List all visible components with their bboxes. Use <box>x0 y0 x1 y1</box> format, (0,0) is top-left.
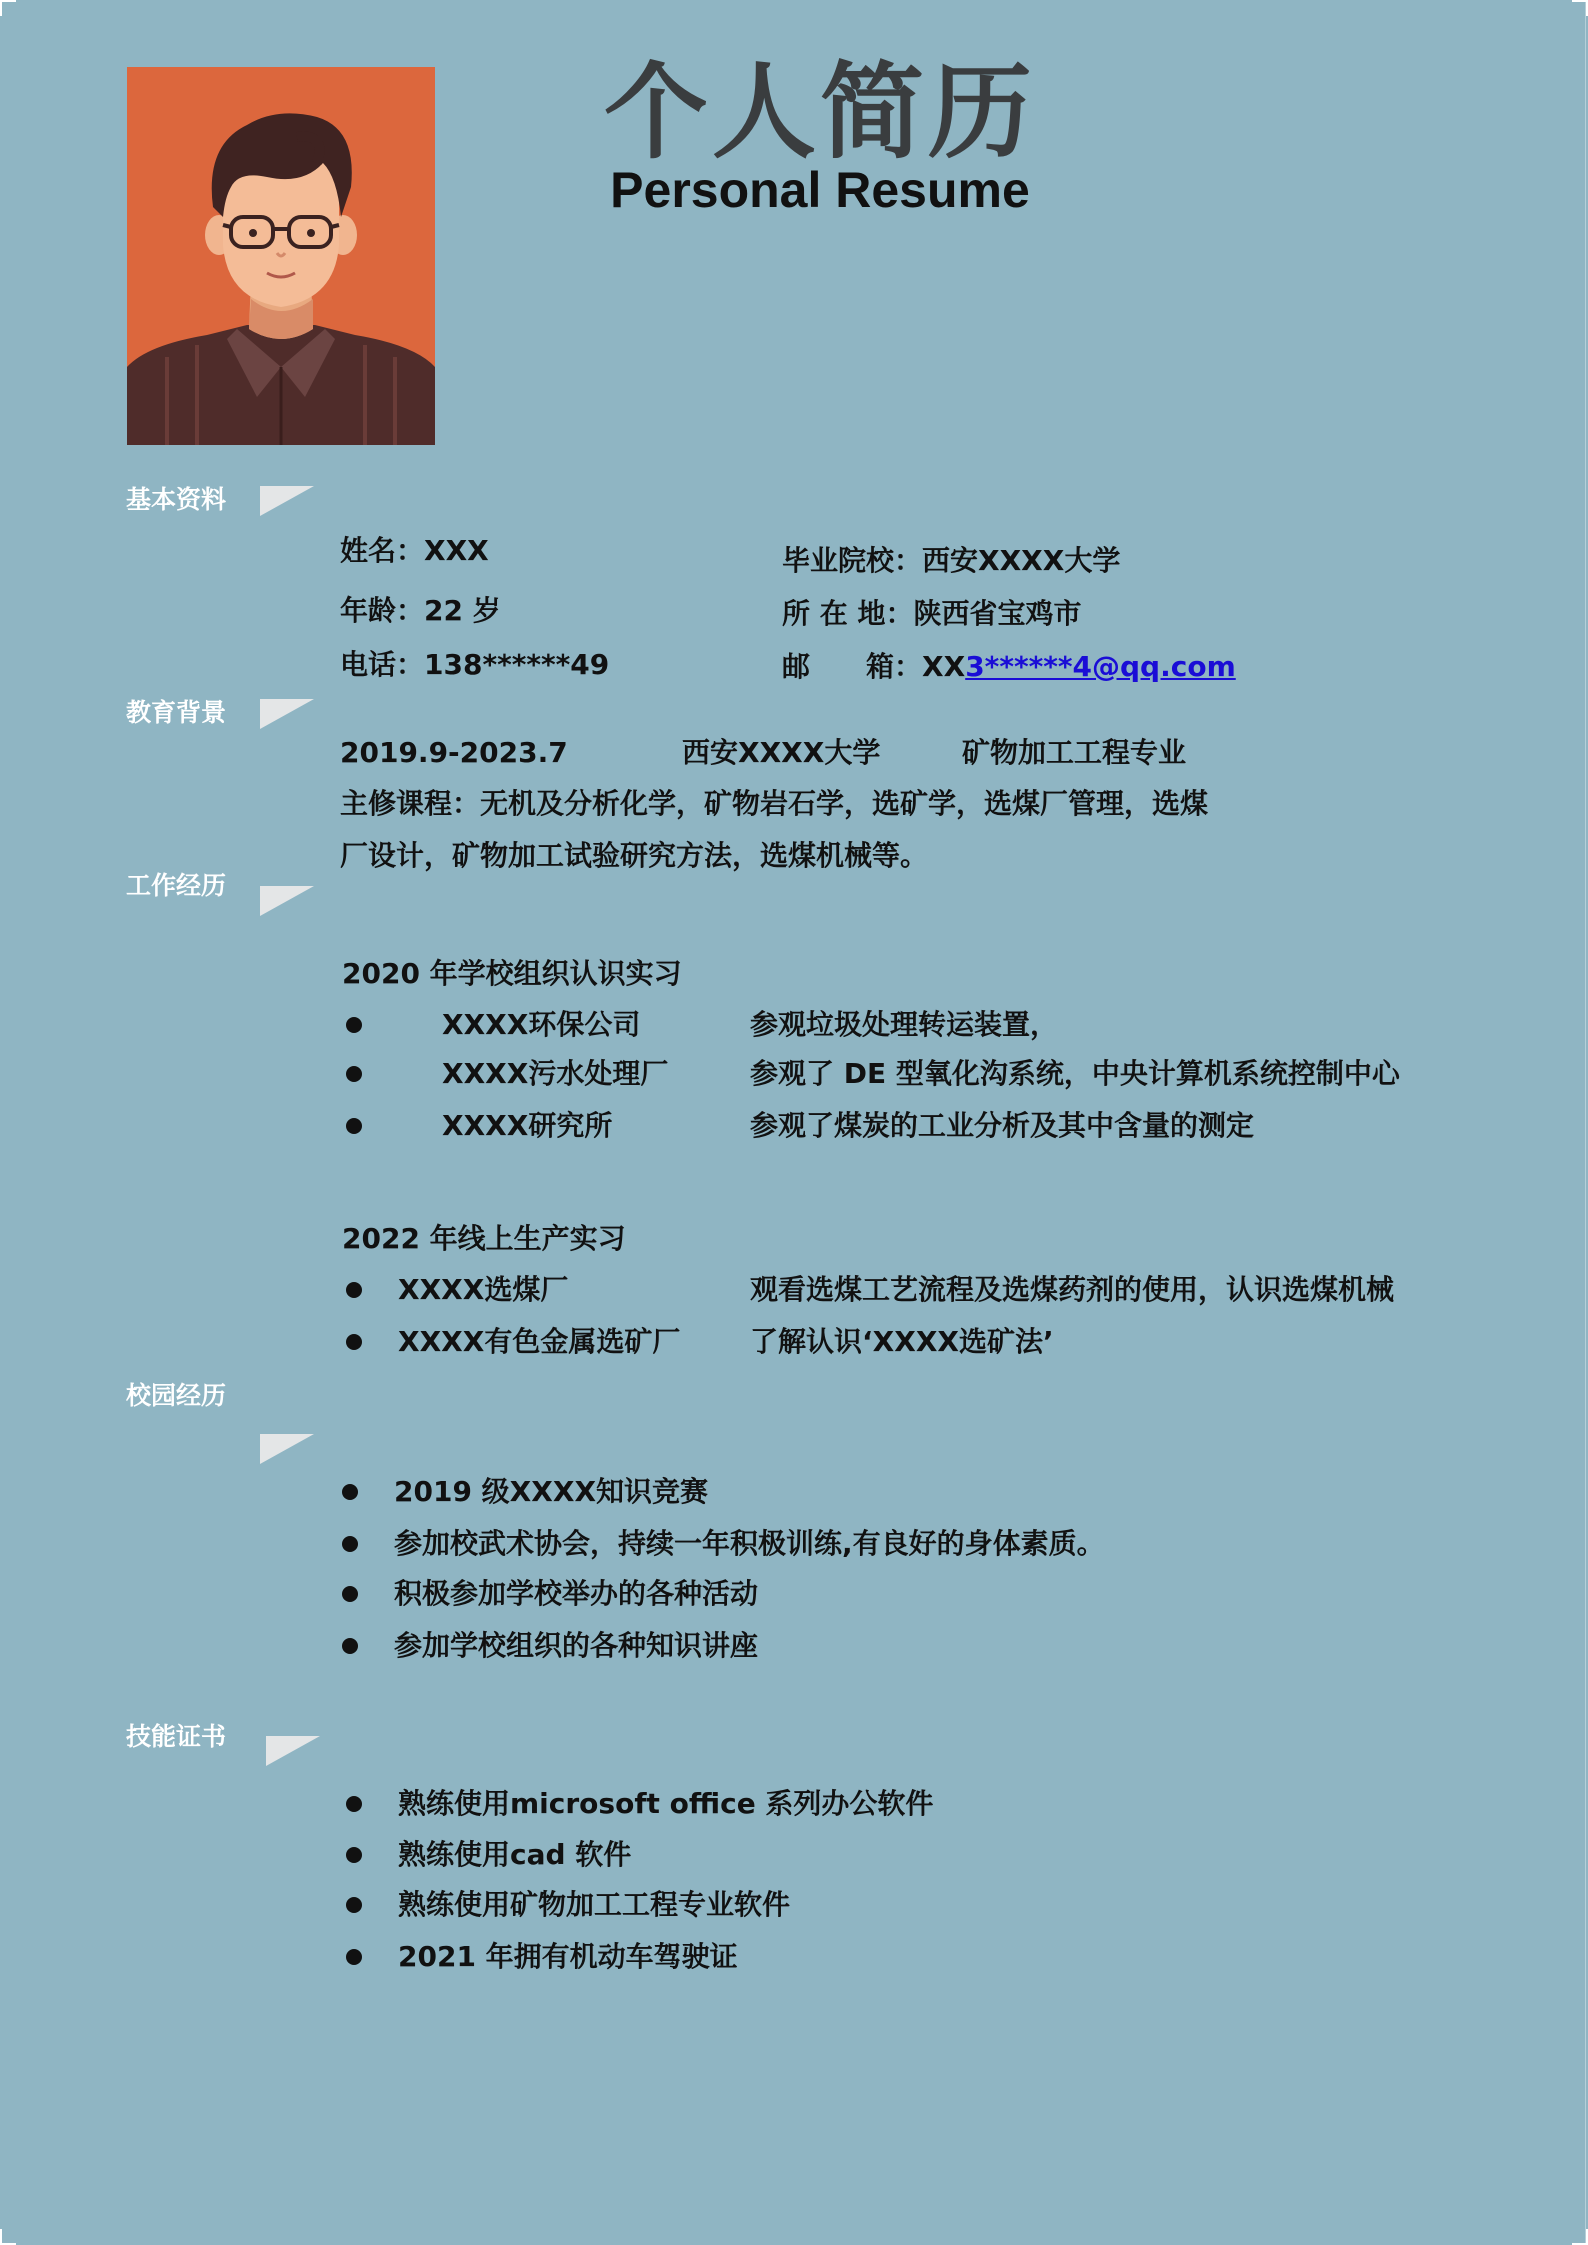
info-email <box>782 649 1236 685</box>
campus-item: 积极参加学校举办的各种活动 <box>394 1577 759 1610</box>
bullet-icon <box>342 1638 358 1654</box>
campus-item: 参加学校组织的各种知识讲座 <box>394 1629 759 1662</box>
work-item-place: XXXX污水处理厂 <box>442 1057 669 1090</box>
page-edge <box>1585 0 1586 2245</box>
bullet-icon <box>346 1017 362 1033</box>
work-item-place: XXXX有色金属选矿厂 <box>398 1325 681 1358</box>
work-item-desc: 参观了煤炭的工业分析及其中含量的测定 <box>750 1109 1255 1142</box>
bullet-icon <box>346 1949 362 1965</box>
bullet-icon <box>346 1897 362 1913</box>
skill-item: 熟练使用microsoft office 系列办公软件 <box>398 1787 934 1820</box>
work-group2-title: 2022 年线上生产实习 <box>342 1222 626 1255</box>
bullet-icon <box>342 1536 358 1552</box>
bullet-icon <box>346 1847 362 1863</box>
resume-title-cn: 个人简历 <box>603 51 1036 173</box>
bullet-icon <box>346 1066 362 1082</box>
skill-item: 熟练使用cad 软件 <box>398 1838 632 1871</box>
edu-major: 矿物加工工程专业 <box>962 736 1187 769</box>
work-item-place: XXXX环保公司 <box>442 1008 641 1041</box>
resume-title-en: Personal Resume <box>610 162 1030 218</box>
info-name: 姓名：XXX <box>340 534 489 567</box>
edu-courses-line1: 主修课程：无机及分析化学，矿物岩石学，选矿学，选煤厂管理，选煤 <box>340 787 1209 820</box>
skill-item: 2021 年拥有机动车驾驶证 <box>398 1940 738 1973</box>
work-group1-title: 2020 年学校组织认识实习 <box>342 957 682 990</box>
section-flag-icon <box>266 1736 320 1766</box>
email-link[interactable]: 3******4@qq.com <box>965 650 1236 683</box>
section-heading-campus: 校园经历 <box>126 1381 227 1410</box>
section-flag-icon <box>260 886 314 916</box>
section-heading-skills: 技能证书 <box>126 1722 227 1751</box>
info-email-label: 邮 箱：XX <box>782 650 966 683</box>
bullet-icon <box>342 1586 358 1602</box>
info-school: 毕业院校：西安XXXX大学 <box>782 544 1121 577</box>
edu-period: 2019.9-2023.7 <box>340 736 568 769</box>
section-flag-icon <box>260 699 314 729</box>
work-item-desc: 观看选煤工艺流程及选煤药剂的使用，认识选煤机械 <box>750 1273 1395 1306</box>
bullet-icon <box>346 1282 362 1298</box>
campus-item: 2019 级XXXX知识竞赛 <box>394 1475 709 1508</box>
avatar-photo <box>127 67 435 445</box>
work-item-place: XXXX研究所 <box>442 1109 613 1142</box>
work-item-desc: 参观了 DE 型氧化沟系统，中央计算机系统控制中心 <box>750 1057 1400 1090</box>
section-heading-education: 教育背景 <box>126 698 227 727</box>
work-item-desc: 了解认识‘XXXX选矿法’ <box>750 1325 1054 1358</box>
bullet-icon <box>342 1484 358 1500</box>
info-location: 所 在 地：陕西省宝鸡市 <box>782 597 1082 630</box>
section-heading-basic: 基本资料 <box>126 485 227 514</box>
edu-school: 西安XXXX大学 <box>682 736 881 769</box>
avatar-illustration <box>127 67 435 445</box>
section-flag-icon <box>260 1434 314 1464</box>
bullet-icon <box>346 1796 362 1812</box>
section-heading-work: 工作经历 <box>126 871 227 900</box>
section-flag-icon <box>260 486 314 516</box>
info-age: 年龄：22 岁 <box>340 594 501 627</box>
bullet-icon <box>346 1334 362 1350</box>
bullet-icon <box>346 1118 362 1134</box>
edu-courses-line2: 厂设计，矿物加工试验研究方法，选煤机械等。 <box>340 839 929 872</box>
campus-item: 参加校武术协会，持续一年积极训练,有良好的身体素质。 <box>394 1527 1105 1560</box>
work-item-desc: 参观垃圾处理转运装置， <box>750 1008 1059 1041</box>
skill-item: 熟练使用矿物加工工程专业软件 <box>398 1888 791 1921</box>
info-phone: 电话：138******49 <box>340 648 610 681</box>
corner-mark <box>0 0 16 16</box>
work-item-place: XXXX选煤厂 <box>398 1273 569 1306</box>
corner-mark <box>0 2229 16 2245</box>
